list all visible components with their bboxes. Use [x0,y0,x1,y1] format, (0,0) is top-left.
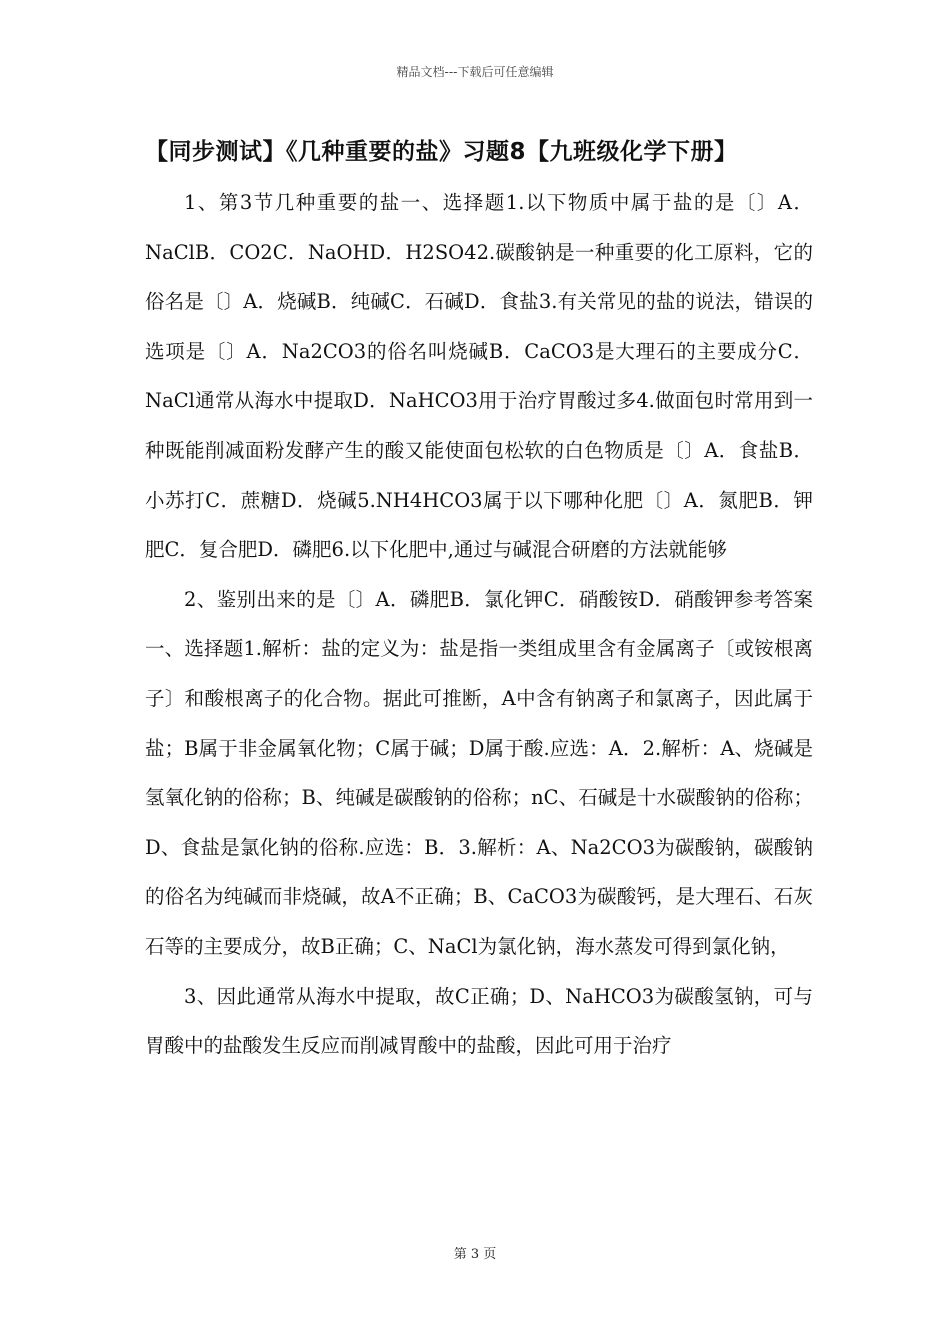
paragraph-1: 1、第3节几种重要的盐一、选择题1.以下物质中属于盐的是〔〕A．NaClB．CO2C．NaOHD．H2SO42.碳酸钠是一种重要的化工原料，它的俗名是〔〕A．烧碱B．纯碱C．石碱D．食盐3.有关常见的盐的说法，错误的选项是〔〕A．Na2CO3的俗名叫烧碱B．CaCO3是大理石的主要成分C．NaCl通常从海水中提取D．NaHCO3用于治疗胃酸过多4.做面包时常用到一种既能削减面粉发酵产生的酸又能使面包松软的白色物质是〔〕A．食盐B．小苏打C．蔗糖D．烧碱5.NH4HCO3属于以下哪种化肥〔〕A．氮肥B．钾肥C．复合肥D．磷肥6.以下化肥中,通过与碱混合研磨的方法就能够 [145,191,813,562]
document-title: 【同步测试】《几种重要的盐》习题8【九班级化学下册】 [145,139,738,165]
paragraph-3: 3、因此通常从海水中提取，故C正确；D、NaHCO3为碳酸氢钠，可与胃酸中的盐酸发生反应而削减胃酸中的盐酸，因此可用于治疗 [145,984,813,1058]
document-body [145,178,813,1071]
paragraph-2: 2、鉴别出来的是〔〕A．磷肥B．氯化钾C．硝酸铵D．硝酸钾参考答案一、选择题1.解析：盐的定义为：盐是指一类组成里含有金属离子〔或铵根离子〕和酸根离子的化合物。据此可推断，A中含有钠离子和氯离子，因此属于盐；B属于非金属氧化物；C属于碱；D属于酸.应选：A．2.解析：A、烧碱是氢氧化钠的俗称；B、纯碱是碳酸钠的俗称；nC、石碱是十水碳酸钠的俗称；D、食盐是氯化钠的俗称.应选：B．3.解析：A、Na2CO3为碳酸钠，碳酸钠的俗名为纯碱而非烧碱，故A不正确；B、CaCO3为碳酸钙，是大理石、石灰石等的主要成分，故B正确；C、NaCl为氯化钠，海水蒸发可得到氯化钠， [145,587,813,958]
page-number: 第 3 页 [453,1247,497,1262]
header-note: 精品文档---下载后可任意编辑 [396,65,554,79]
